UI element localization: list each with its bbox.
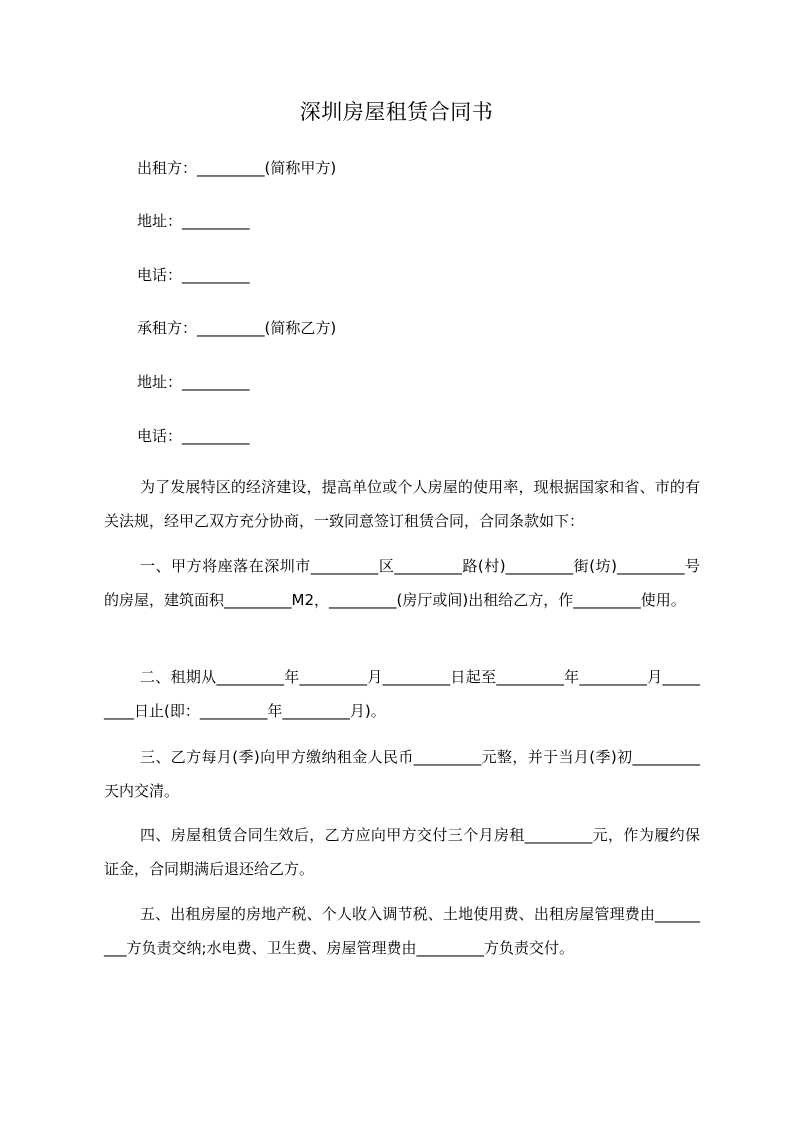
- lessee-address-field: 地址：_________: [137, 373, 250, 391]
- lessor-phone-field: 电话：_________: [137, 266, 250, 284]
- lessee-field: 承租方：_________(简称乙方): [137, 319, 337, 337]
- clause-5-paragraph: 五、出租房屋的房地产税、个人收入调节税、土地使用费、出租房屋管理费由_________方负责交纳;水电费、卫生费、房屋管理费由_________方负责交付。: [104, 905, 700, 957]
- lessee-phone-field: 电话：_________: [137, 427, 250, 445]
- lessor-address-field: 地址：_________: [137, 212, 250, 230]
- clause-3-paragraph: 三、乙方每月(季)向甲方缴纳租金人民币_________元整，并于当月(季)初_________天内交清。: [104, 748, 700, 800]
- clause-4-paragraph: 四、房屋租赁合同生效后，乙方应向甲方交付三个月房租_________元，作为履约保证金，合同期满后退还给乙方。: [104, 826, 700, 878]
- document-title: 深圳房屋租赁合同书: [299, 100, 494, 124]
- clause-1-paragraph: 一、甲方将座落在深圳市_________区_________路(村)_________街(坊)_________号的房屋，建筑面积_________M2，_________(房厅或间)出租给乙方，作_________使用。: [104, 557, 700, 609]
- lessor-field: 出租方：_________(简称甲方): [137, 159, 337, 177]
- clause-2-paragraph: 二、租期从_________年_________月_________日起至_________年_________月_________日止(即：_________年_________月)。: [104, 668, 700, 720]
- preamble-paragraph: 为了发展特区的经济建设，提高单位或个人房屋的使用率，现根据国家和省、市的有关法规，经甲乙双方充分协商，一致同意签订租赁合同，合同条款如下：: [104, 478, 700, 530]
